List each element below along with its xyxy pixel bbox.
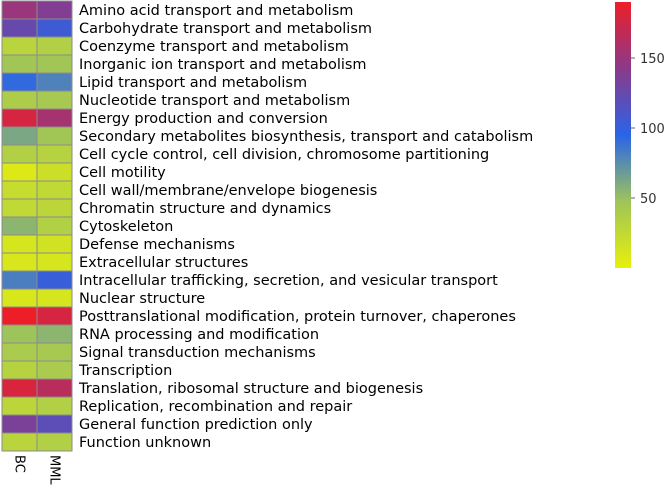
- row-label: RNA processing and modification: [79, 327, 320, 343]
- row-label: Secondary metabolites biosynthesis, transport and catabolism: [79, 129, 534, 145]
- heatmap-cell: [2, 415, 37, 433]
- heatmap-cell: [2, 235, 37, 253]
- heatmap-cell: [2, 325, 37, 343]
- heatmap-cell: [37, 19, 72, 37]
- heatmap-cell: [37, 181, 72, 199]
- row-label: Chromatin structure and dynamics: [79, 201, 332, 217]
- heatmap-cell: [2, 1, 37, 19]
- colorbar-tick-label: 50: [640, 192, 657, 207]
- heatmap-cell: [37, 307, 72, 325]
- heatmap-cell: [37, 379, 72, 397]
- heatmap-cell: [37, 289, 72, 307]
- heatmap-cell: [2, 253, 37, 271]
- heatmap-cell: [2, 181, 37, 199]
- heatmap-cell: [2, 37, 37, 55]
- heatmap-cell: [37, 73, 72, 91]
- heatmap-cell: [2, 289, 37, 307]
- row-label: Signal transduction mechanisms: [79, 345, 316, 361]
- row-label: Function unknown: [79, 435, 212, 451]
- colorbar-tick-label: 100: [640, 122, 665, 137]
- row-label: Defense mechanisms: [79, 237, 235, 253]
- heatmap-cells: [2, 1, 72, 451]
- heatmap-cell: [37, 163, 72, 181]
- heatmap-cell: [37, 343, 72, 361]
- heatmap-cell: [2, 271, 37, 289]
- row-label: Coenzyme transport and metabolism: [79, 39, 349, 55]
- row-label: Amino acid transport and metabolism: [79, 3, 354, 19]
- heatmap-cell: [37, 361, 72, 379]
- colorbar-gradient: [615, 2, 631, 268]
- heatmap-cell: [37, 325, 72, 343]
- row-label: Transcription: [79, 363, 173, 379]
- heatmap-cell: [2, 217, 37, 235]
- colorbar-ticks: [631, 52, 665, 207]
- row-label: Cell cycle control, cell division, chromosome partitioning: [79, 147, 490, 163]
- row-label: General function prediction only: [79, 417, 313, 433]
- heatmap-cell: [37, 55, 72, 73]
- row-label: Extracellular structures: [79, 255, 249, 271]
- heatmap-cell: [2, 307, 37, 325]
- colorbar: [615, 2, 665, 268]
- heatmap-cell: [37, 127, 72, 145]
- row-label: Nucleotide transport and metabolism: [79, 93, 351, 109]
- heatmap-cell: [37, 235, 72, 253]
- heatmap-cell: [37, 37, 72, 55]
- heatmap-cell: [2, 127, 37, 145]
- heatmap-cell: [2, 433, 37, 451]
- heatmap-cell: [2, 163, 37, 181]
- heatmap-cell: [2, 109, 37, 127]
- row-label: Cytoskeleton: [79, 219, 174, 235]
- row-label: Cell wall/membrane/envelope biogenesis: [79, 183, 378, 199]
- heatmap-cell: [2, 379, 37, 397]
- heatmap-cell: [37, 1, 72, 19]
- heatmap-cell: [37, 109, 72, 127]
- row-label: Intracellular trafficking, secretion, and vesicular transport: [79, 273, 498, 289]
- heatmap-cell: [37, 145, 72, 163]
- heatmap-cell: [2, 73, 37, 91]
- heatmap-cell: [2, 91, 37, 109]
- heatmap-cell: [37, 433, 72, 451]
- row-label: Lipid transport and metabolism: [79, 75, 308, 91]
- heatmap-cell: [37, 271, 72, 289]
- row-label: Carbohydrate transport and metabolism: [79, 21, 373, 37]
- column-label: BC: [11, 455, 27, 473]
- colorbar-tick-label: 150: [640, 52, 665, 67]
- heatmap-cell: [2, 397, 37, 415]
- row-label: Energy production and conversion: [79, 111, 328, 127]
- row-label: Inorganic ion transport and metabolism: [79, 57, 367, 73]
- row-label: Cell motility: [79, 165, 166, 181]
- heatmap-cell: [2, 361, 37, 379]
- heatmap-cell: [37, 91, 72, 109]
- row-label: Replication, recombination and repair: [79, 399, 353, 415]
- heatmap-cell: [37, 217, 72, 235]
- column-label: MML: [46, 455, 62, 485]
- row-label: Posttranslational modification, protein turnover, chaperones: [79, 309, 516, 325]
- heatmap-cell: [37, 415, 72, 433]
- heatmap-cell: [2, 145, 37, 163]
- heatmap-cell: [37, 253, 72, 271]
- row-label: Translation, ribosomal structure and biogenesis: [79, 381, 424, 397]
- heatmap-cell: [2, 55, 37, 73]
- heatmap-cell: [2, 343, 37, 361]
- heatmap-cell: [2, 199, 37, 217]
- heatmap-cell: [37, 397, 72, 415]
- row-labels: [78, 3, 533, 451]
- column-labels: [12, 455, 62, 485]
- heatmap-cell: [37, 199, 72, 217]
- row-label: Nuclear structure: [79, 291, 206, 307]
- heatmap-cell: [2, 19, 37, 37]
